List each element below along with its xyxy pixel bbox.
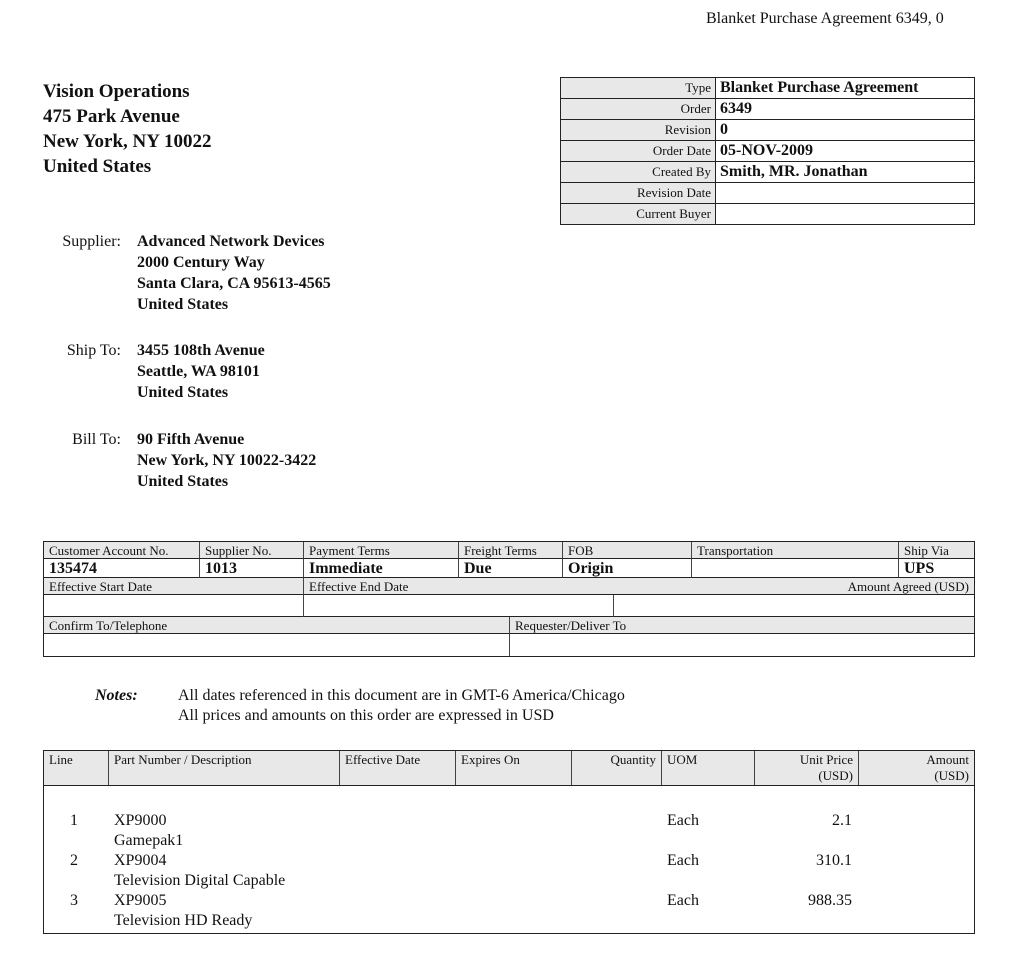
col-expires-on: Expires On xyxy=(456,751,572,785)
part-number: XP9005 xyxy=(114,892,167,909)
supplier-no-value: 1013 xyxy=(200,559,304,578)
supplier-line: Advanced Network Devices xyxy=(137,233,325,250)
effective-end-value xyxy=(304,595,614,617)
amount-agreed-label: Amount Agreed (USD) xyxy=(614,578,974,595)
line-items-header xyxy=(44,751,974,786)
supplier-address xyxy=(137,231,331,315)
customer-account-value: 135474 xyxy=(44,559,200,578)
info-row-order xyxy=(561,99,975,120)
info-value xyxy=(716,204,975,225)
fob-label: FOB xyxy=(563,542,692,559)
ship-via-value: UPS xyxy=(899,559,974,578)
bill-to-line: New York, NY 10022-3422 xyxy=(137,452,317,469)
org-name: Vision Operations xyxy=(43,81,190,102)
org-country: United States xyxy=(43,156,152,177)
info-value: 6349 xyxy=(716,99,975,120)
supplier-line: United States xyxy=(137,296,229,313)
info-label: Revision Date xyxy=(561,183,716,204)
supplier-line: Santa Clara, CA 95613-4565 xyxy=(137,275,331,292)
terms-row3-labels xyxy=(44,617,974,634)
supplier-label: Supplier: xyxy=(62,233,121,250)
col-quantity: Quantity xyxy=(572,751,662,785)
payment-terms-label: Payment Terms xyxy=(304,542,459,559)
line-number: 3 xyxy=(70,892,78,909)
info-row-created-by xyxy=(561,162,975,183)
supplier-no-label: Supplier No. xyxy=(200,542,304,559)
line-number: 1 xyxy=(70,812,78,829)
info-label: Created By xyxy=(561,162,716,183)
bill-to-address xyxy=(137,429,316,492)
confirm-to-value xyxy=(44,634,510,656)
freight-terms-value: Due xyxy=(459,559,563,578)
payment-terms-value: Immediate xyxy=(304,559,459,578)
bill-to-label: Bill To: xyxy=(72,431,121,448)
line-items-table xyxy=(43,750,975,934)
part-description: Television Digital Capable xyxy=(114,872,286,889)
info-label: Revision xyxy=(561,120,716,141)
supplier-line: 2000 Century Way xyxy=(137,254,265,271)
effective-start-label: Effective Start Date xyxy=(44,578,304,595)
organization-address xyxy=(43,79,212,179)
info-row-type xyxy=(561,78,975,99)
amount-header-line: Amount xyxy=(926,752,969,767)
transportation-label: Transportation xyxy=(692,542,899,559)
unit-price: 310.1 xyxy=(816,852,852,869)
freight-terms-label: Freight Terms xyxy=(459,542,563,559)
effective-start-value xyxy=(44,595,304,617)
info-row-revision-date xyxy=(561,183,975,204)
unit-price: 988.35 xyxy=(808,892,852,909)
ship-to-address xyxy=(137,340,265,403)
terms-row2-labels xyxy=(44,578,974,595)
unit-price-header-line: Unit Price xyxy=(799,752,853,767)
col-uom: UOM xyxy=(662,751,755,785)
col-amount xyxy=(859,751,974,785)
col-part: Part Number / Description xyxy=(109,751,340,785)
terms-row-values xyxy=(44,559,974,578)
amount-agreed-value xyxy=(614,595,974,617)
uom: Each xyxy=(667,892,699,909)
effective-end-label: Effective End Date xyxy=(304,578,614,595)
terms-row3-values xyxy=(44,634,974,656)
notes-label: Notes: xyxy=(95,687,138,704)
transportation-value xyxy=(692,559,899,578)
info-label: Current Buyer xyxy=(561,204,716,225)
part-description: Television HD Ready xyxy=(114,912,253,929)
ship-to-line: 3455 108th Avenue xyxy=(137,342,265,359)
ship-to-line: United States xyxy=(137,384,229,401)
terms-grid xyxy=(43,541,975,657)
customer-account-label: Customer Account No. xyxy=(44,542,200,559)
info-value: 0 xyxy=(716,120,975,141)
terms-row2-values xyxy=(44,595,974,617)
ship-to-line: Seattle, WA 98101 xyxy=(137,363,260,380)
order-info-table xyxy=(560,77,975,225)
terms-row-labels xyxy=(44,542,974,559)
requester-value xyxy=(510,634,974,656)
info-label: Type xyxy=(561,78,716,99)
part-number: XP9004 xyxy=(114,852,167,869)
info-label: Order xyxy=(561,99,716,120)
info-value: Smith, MR. Jonathan xyxy=(716,162,975,183)
col-line: Line xyxy=(44,751,109,785)
info-value: 05-NOV-2009 xyxy=(716,141,975,162)
unit-price: 2.1 xyxy=(832,812,852,829)
line-number: 2 xyxy=(70,852,78,869)
confirm-to-label: Confirm To/Telephone xyxy=(44,617,510,634)
note-line: All prices and amounts on this order are expressed in USD xyxy=(178,707,554,724)
part-number: XP9000 xyxy=(114,812,167,829)
info-row-order-date xyxy=(561,141,975,162)
part-description: Gamepak1 xyxy=(114,832,184,849)
col-effective-date: Effective Date xyxy=(340,751,456,785)
bill-to-line: 90 Fifth Avenue xyxy=(137,431,245,448)
org-city: New York, NY 10022 xyxy=(43,131,212,152)
col-unit-price xyxy=(755,751,859,785)
info-value: Blanket Purchase Agreement xyxy=(716,78,975,99)
org-street: 475 Park Avenue xyxy=(43,106,180,127)
unit-price-header-line: (USD) xyxy=(818,768,853,783)
info-row-current-buyer xyxy=(561,204,975,225)
ship-to-label: Ship To: xyxy=(66,342,121,359)
uom: Each xyxy=(667,812,699,829)
document-title: Blanket Purchase Agreement 6349, 0 xyxy=(706,10,944,27)
amount-header-line: (USD) xyxy=(934,768,969,783)
uom: Each xyxy=(667,852,699,869)
fob-value: Origin xyxy=(563,559,692,578)
info-label: Order Date xyxy=(561,141,716,162)
requester-label: Requester/Deliver To xyxy=(510,617,974,634)
info-value xyxy=(716,183,975,204)
bill-to-line: United States xyxy=(137,473,229,490)
ship-via-label: Ship Via xyxy=(899,542,974,559)
note-line: All dates referenced in this document are in GMT-6 America/Chicago xyxy=(178,687,625,704)
info-row-revision xyxy=(561,120,975,141)
